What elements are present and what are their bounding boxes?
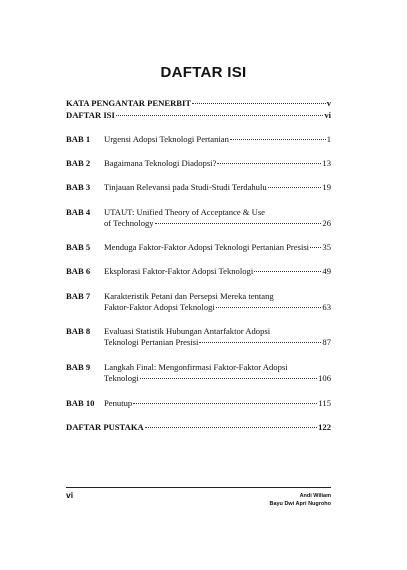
leader-dots xyxy=(155,223,322,224)
toc-back-entry-daftar-pustaka[interactable] xyxy=(66,422,331,433)
chapter-page: 35 xyxy=(322,242,331,252)
chapter-title: Eksplorasi Faktor-Faktor Adopsi Teknologi xyxy=(104,266,254,276)
toc-chapter-entry[interactable] xyxy=(66,326,331,348)
chapter-page: 1 xyxy=(326,134,331,144)
leader-dots xyxy=(116,115,324,116)
leader-dots xyxy=(268,187,322,188)
leader-dots xyxy=(230,139,326,140)
chapter-title-cont: Teknologi xyxy=(104,373,139,383)
chapter-page: 19 xyxy=(322,182,331,192)
leader-dots xyxy=(310,247,321,248)
leader-dots xyxy=(140,378,317,379)
author-name: Bayu Dwi Apri Nugroho xyxy=(269,501,331,507)
toc-entry-page: 122 xyxy=(318,422,331,432)
toc-front-entry-kata-pengantar[interactable] xyxy=(66,98,331,109)
toc-entry-page: v xyxy=(326,98,331,108)
toc-chapter-entry[interactable] xyxy=(66,291,331,313)
leader-dots xyxy=(199,342,321,343)
toc-chapter-entry[interactable] xyxy=(66,362,331,384)
footer-divider xyxy=(66,487,331,488)
chapter-number: BAB 6 xyxy=(66,266,91,276)
chapter-number: BAB 7 xyxy=(66,291,91,301)
chapter-title-cont: Teknologi Pertanian Presisi xyxy=(104,337,199,347)
chapter-title: Bagaimana Teknologi Diadopsi? xyxy=(104,158,217,168)
toc-entry-page: vi xyxy=(324,110,331,120)
leader-dots xyxy=(145,427,317,428)
leader-dots xyxy=(216,307,322,308)
author-name: Andi Wiliam xyxy=(299,493,331,499)
chapter-page: 106 xyxy=(318,373,331,383)
chapter-title: Evaluasi Statistik Hubungan Antarfaktor Adopsi xyxy=(104,326,271,336)
chapter-number: BAB 2 xyxy=(66,158,91,168)
chapter-number: BAB 10 xyxy=(66,398,95,408)
chapter-page: 26 xyxy=(322,218,331,228)
chapter-page: 87 xyxy=(322,337,331,347)
toc-chapter-entry[interactable] xyxy=(66,158,331,169)
chapter-title-cont: of Technology xyxy=(104,218,154,228)
chapter-title: Karakteristik Petani dan Persepsi Mereka tentang xyxy=(104,291,274,301)
leader-dots xyxy=(192,103,326,104)
chapter-page: 13 xyxy=(322,158,331,168)
chapter-number: BAB 9 xyxy=(66,362,91,372)
toc-front-entry-daftar-isi[interactable] xyxy=(66,110,331,121)
chapter-page: 115 xyxy=(318,398,331,408)
toc-chapter-entry[interactable] xyxy=(66,242,331,253)
footer-authors xyxy=(269,492,331,508)
toc-chapter-entry[interactable] xyxy=(66,207,331,229)
chapter-number: BAB 1 xyxy=(66,134,91,144)
chapter-page: 49 xyxy=(322,266,331,276)
toc-entry-label: DAFTAR ISI xyxy=(66,110,115,120)
leader-dots xyxy=(254,271,321,272)
leader-dots xyxy=(133,403,317,404)
chapter-title: Urgensi Adopsi Teknologi Pertanian xyxy=(104,134,229,144)
toc-chapter-entry[interactable] xyxy=(66,134,331,145)
toc-chapter-entry[interactable] xyxy=(66,182,331,193)
toc-chapter-entry[interactable] xyxy=(66,266,331,277)
toc-chapter-entry[interactable] xyxy=(66,398,331,409)
chapter-page: 63 xyxy=(322,302,331,312)
chapter-title: Menduga Faktor-Faktor Adopsi Teknologi Pertanian Presisi xyxy=(104,242,310,252)
leader-dots xyxy=(217,163,321,164)
page-title: DAFTAR ISI xyxy=(160,64,247,81)
page-folio: vi xyxy=(66,490,74,500)
chapter-title: Penutup xyxy=(104,398,133,408)
toc-entry-label: DAFTAR PUSTAKA xyxy=(66,422,144,432)
chapter-number: BAB 3 xyxy=(66,182,91,192)
chapter-title-cont: Faktor-Faktor Adopsi Teknologi xyxy=(104,302,215,312)
chapter-number: BAB 5 xyxy=(66,242,91,252)
chapter-title: Tinjauan Relevansi pada Studi-Studi Terdahulu xyxy=(104,182,267,192)
chapter-title: UTAUT: Unified Theory of Acceptance & Use xyxy=(104,207,265,217)
chapter-title: Langkah Final: Mengonfirmasi Faktor-Faktor Adopsi xyxy=(104,362,288,372)
chapter-number: BAB 4 xyxy=(66,207,91,217)
chapter-number: BAB 8 xyxy=(66,326,91,336)
toc-entry-label: KATA PENGANTAR PENERBIT xyxy=(66,98,192,108)
